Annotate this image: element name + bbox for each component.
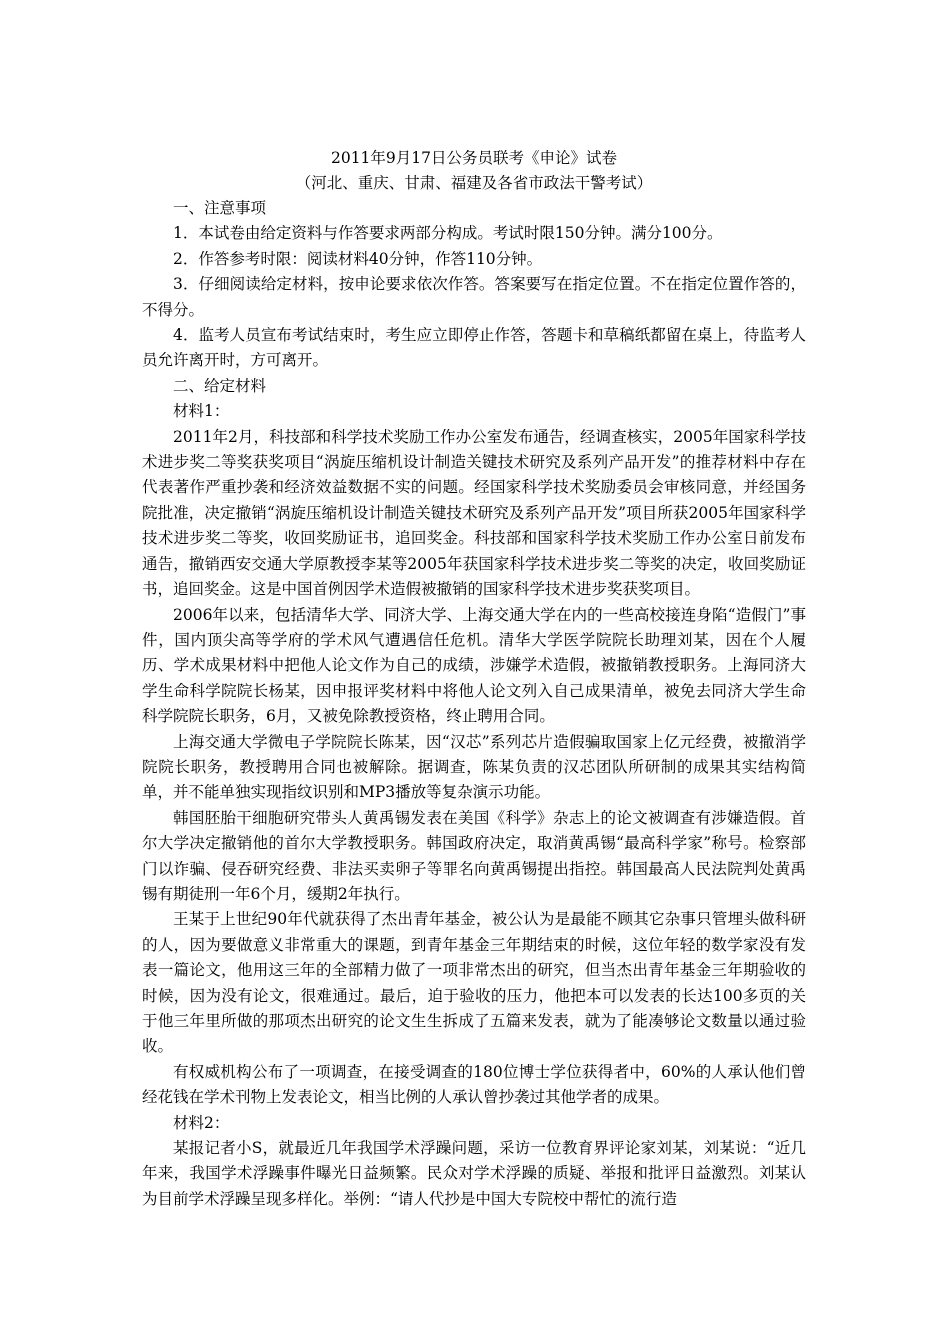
material-1-paragraph: 韩国胚胎干细胞研究带头人黄禹锡发表在美国《科学》杂志上的论文被调查有涉嫌造假。首尔大学决定撤销他的首尔大学教授职务。韩国政府决定，取消黄禹锡“最高科学家”称号。检察部门以诈骗、侵吞研究经费、非法买卖卵子等罪名向黄禹锡提出指控。韩国最高人民法院判处黄禹锡有期徒刑一年6个月，缓期2年执行。	[142, 808, 806, 903]
section-heading-materials: 二、给定材料	[173, 376, 267, 395]
notes-item-3: 3．仔细阅读给定材料，按申论要求依次作答。答案要写在指定位置。不在指定位置作答的，不得分。	[142, 275, 806, 319]
section-heading-notes: 一、注意事项	[173, 199, 267, 217]
material-1-label: 材料1：	[173, 402, 230, 421]
material-2-paragraph: 某报记者小S，就最近几年我国学术浮躁问题，采访一位教育界评论家刘某，刘某说：“近几年来，我国学术浮躁事件曝光日益频繁。民众对学术浮躁的质疑、举报和批评日益激烈。刘某认为目前学术浮躁呈现多样化。举例：“请人代抄是中国大专院校中帮忙的流行造	[142, 1139, 806, 1208]
material-2-label: 材料2：	[173, 1113, 230, 1132]
material-1-paragraph: 2011年2月，科技部和科学技术奖励工作办公室发布通告，经调查核实，2005年国家科学技术进步奖二等奖获奖项目“涡旋压缩机设计制造关键技术研究及系列产品开发”的推荐材料中存在代表著作严重抄袭和经济效益数据不实的问题。经国家科学技术奖励委员会审核同意，并经国务院批准，决定撤销“涡旋压缩机设计制造关键技术研究及系列产品开发”项目所获2005年国家科学技术进步奖二等奖，收回奖励证书，追回奖金。科技部和国家科学技术奖励工作办公室日前发布通告，撤销西安交通大学原教授李某等2005年获国家科学技术进步奖二等奖的决定，收回奖励证书，追回奖金。这是中国首例因学术造假被撤销的国家科学技术进步奖获奖项目。	[142, 427, 806, 599]
material-1-paragraph: 2006年以来，包括清华大学、同济大学、上海交通大学在内的一些高校接连身陷“造假门”事件，国内顶尖高等学府的学术风气遭遇信任危机。清华大学医学院院长助理刘某，因在个人履历、学术成果材料中把他人论文作为自己的成绩，涉嫌学术造假，被撤销教授职务。上海同济大学生命科学院院长杨某，因申报评奖材料中将他人论文列入自己成果清单，被免去同济大学生命科学院院长职务，6月，又被免除教授资格，终止聘用合同。	[142, 605, 806, 726]
notes-item-1: 1．本试卷由给定资料与作答要求两部分构成。考试时限150分钟。满分100分。	[173, 224, 723, 243]
document-title: 2011年9月17日公务员联考《申论》试卷	[330, 149, 618, 167]
document-page	[142, 146, 806, 1212]
material-1-paragraph: 上海交通大学微电子学院院长陈某，因“汉芯”系列芯片造假骗取国家上亿元经费，被撤消学院院长职务，教授聘用合同也被解除。据调查，陈某负责的汉芯团队所研制的成果其实结构简单，并不能单独实现指纹识别和MP3播放等复杂演示功能。	[142, 732, 806, 802]
notes-item-4: 4．监考人员宣布考试结束时，考生应立即停止作答，答题卡和草稿纸都留在桌上，待监考人员允许离开时，方可离开。	[142, 326, 806, 370]
document-subtitle: （河北、重庆、甘肃、福建及各省市政法干警考试）	[295, 174, 653, 192]
notes-item-2: 2．作答参考时限：阅读材料40分钟，作答110分钟。	[173, 249, 543, 268]
material-1-paragraph: 王某于上世纪90年代就获得了杰出青年基金，被公认为是最能不顾其它杂事只管埋头做科研的人，因为要做意义非常重大的课题，到青年基金三年期结束的时候，这位年轻的数学家没有发表一篇论文，他用这三年的全部精力做了一项非常杰出的研究，但当杰出青年基金三年期验收的时候，因为没有论文，很难通过。最后，迫于验收的压力，他把本可以发表的长达100多页的关于他三年里所做的那项杰出研究的论文生生拆成了五篇来发表，就为了能凑够论文数量以通过验收。	[142, 910, 806, 1056]
material-1-paragraph: 有权威机构公布了一项调查，在接受调查的180位博士学位获得者中，60%的人承认他们曾经花钱在学术刊物上发表论文，相当比例的人承认曾抄袭过其他学者的成果。	[142, 1062, 806, 1107]
